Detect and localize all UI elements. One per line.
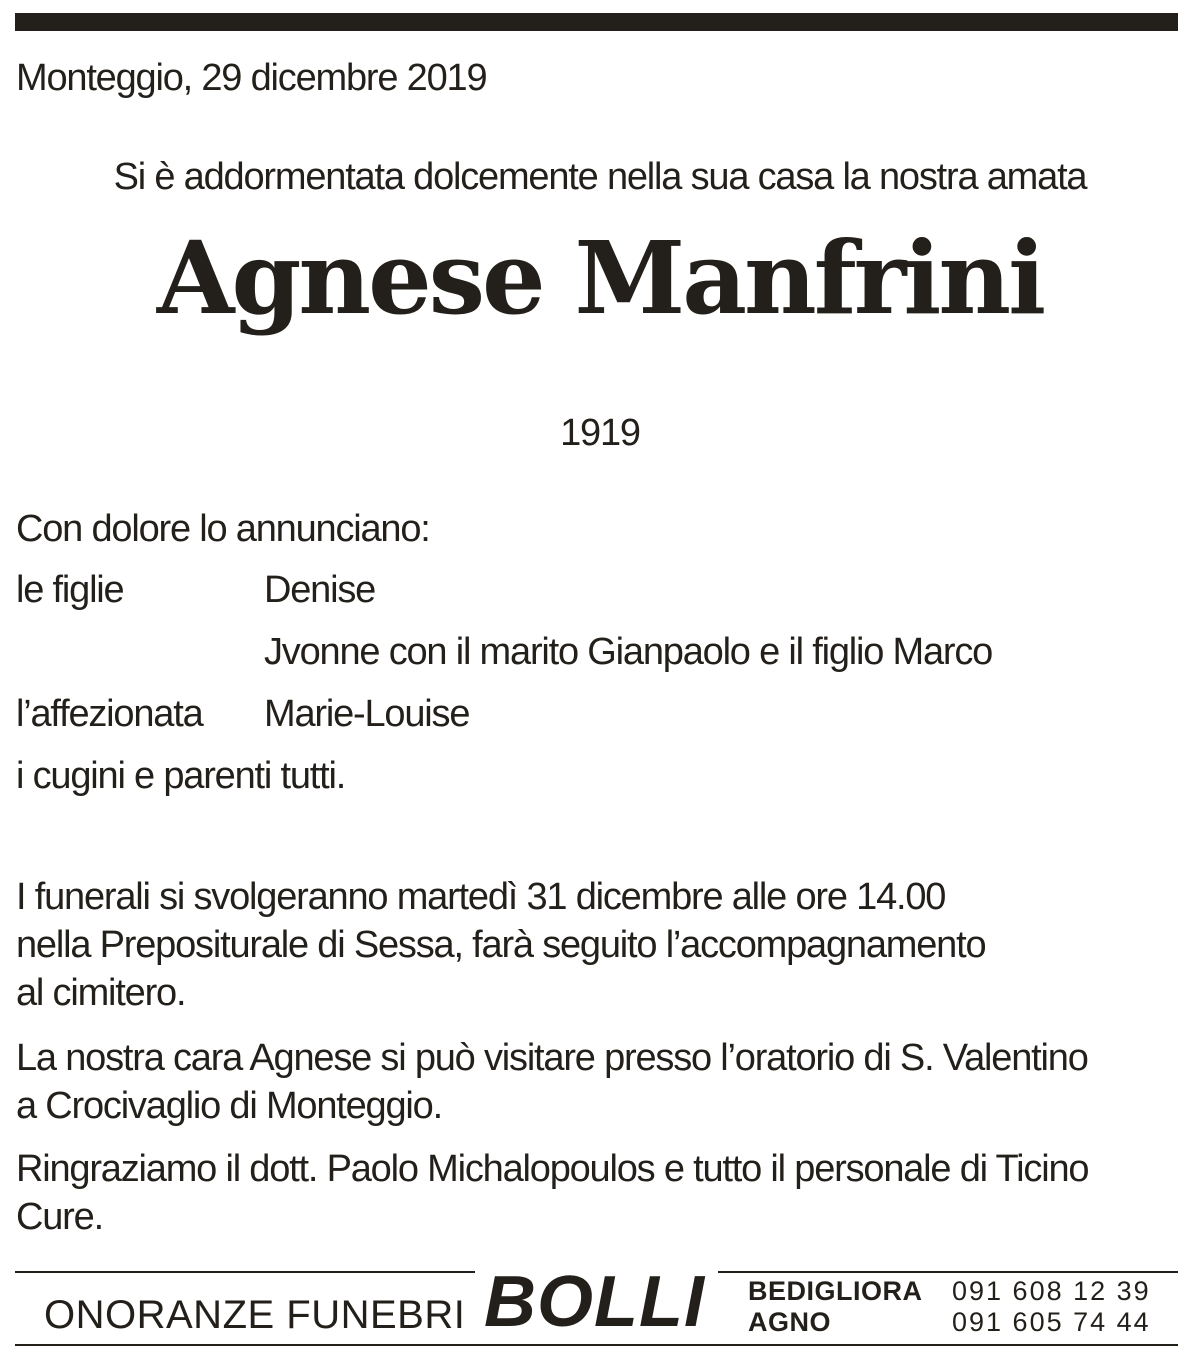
location-phone: 091 608 12 39 [952, 1276, 1151, 1306]
visitation-paragraph [16, 1034, 1186, 1130]
location-city: BEDIGLIORA [748, 1276, 923, 1306]
intro-text: Si è addormentata dolcemente nella sua casa la nostra amata [113, 156, 1087, 198]
brand-logo: BOLLI [484, 1262, 705, 1342]
announce-heading: Con dolore lo annunciano: [16, 508, 430, 550]
funeral-service-label: ONORANZE FUNEBRI [44, 1293, 466, 1337]
paragraph-line: al cimitero. [16, 972, 186, 1014]
paragraph-line: I funerali si svolgeranno martedì 31 dicembre alle ore 14.00 [16, 876, 946, 918]
paragraph-line: Cure. [16, 1196, 103, 1238]
paragraph-line: nella Prepositurale di Sessa, farà seguito l’accompagnamento [16, 924, 986, 966]
footer-rule [15, 1271, 475, 1273]
location-phone: 091 605 74 44 [952, 1307, 1151, 1337]
deceased-name: Agnese Manfrini [156, 219, 1044, 337]
paragraph-line: a Crocivaglio di Monteggio. [16, 1085, 442, 1127]
top-rule [15, 13, 1178, 31]
birth-year: 1919 [560, 412, 640, 454]
thanks-paragraph [16, 1145, 1186, 1241]
funeral-paragraph [16, 873, 1186, 1017]
paragraph-line: La nostra cara Agnese si può visitare presso l’oratorio di S. Valentino [16, 1037, 1088, 1079]
relative-label: le figlie [16, 569, 124, 611]
location-city: AGNO [748, 1307, 831, 1337]
paragraph-line: Ringraziamo il dott. Paolo Michalopoulos e tutto il personale di Ticino [16, 1148, 1089, 1190]
relative-label: l’affezionata [16, 693, 203, 735]
relative-name: Denise [264, 569, 376, 611]
relative-name: Jvonne con il marito Gianpaolo e il figlio Marco [264, 631, 993, 673]
footer-rule [718, 1271, 1178, 1273]
notice-date: Monteggio, 29 dicembre 2019 [16, 57, 487, 99]
relative-label: i cugini e parenti tutti. [16, 755, 346, 797]
footer-rule [15, 1344, 1178, 1346]
relative-name: Marie-Louise [264, 693, 470, 735]
